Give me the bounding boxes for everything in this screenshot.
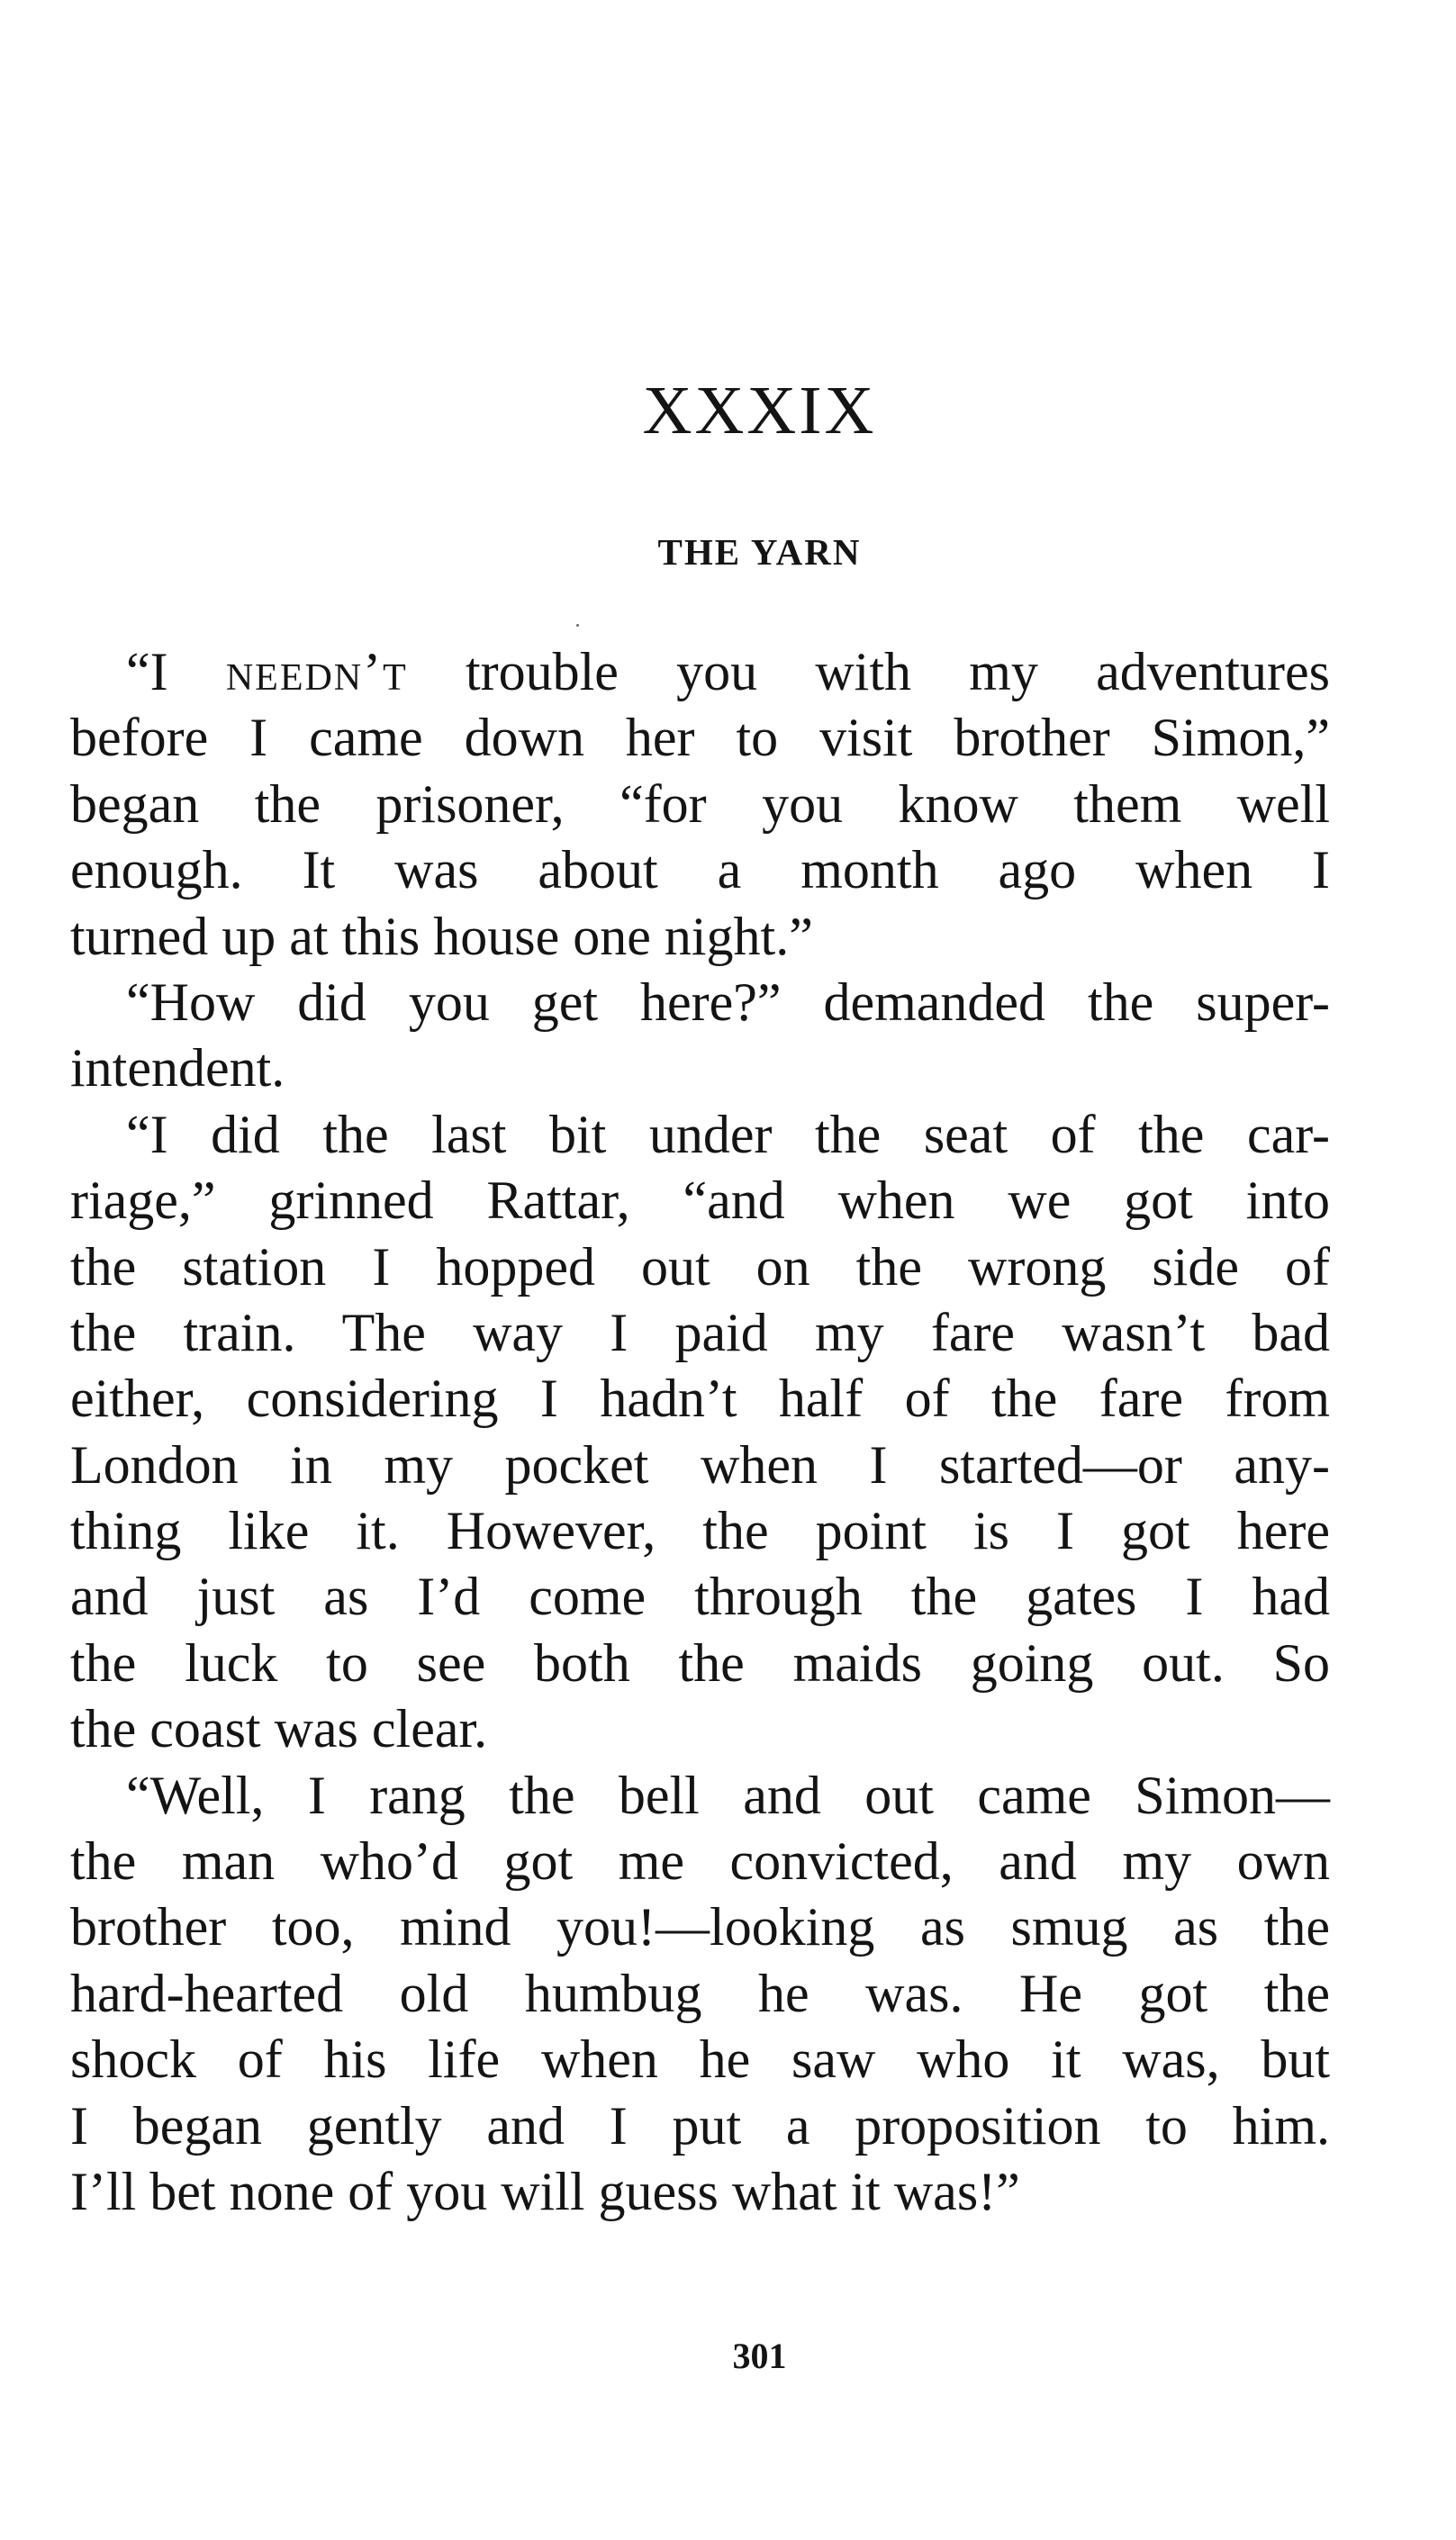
text-line: shock of his life when he saw who it was, but <box>70 2029 1330 2090</box>
body-text <box>70 639 1330 2225</box>
small-caps-word: needn’t <box>225 642 408 701</box>
page-number: 301 <box>732 2336 787 2376</box>
text-line: hard-hearted old humbug he was. He got the <box>70 1963 1330 2023</box>
text-line: “How did you get here?” demanded the super- <box>126 972 1330 1032</box>
text-line: intendent. <box>70 1038 285 1098</box>
text-line: “I needn’t trouble you with my adventures <box>126 642 1330 701</box>
text-line: enough. It was about a month ago when I <box>70 840 1330 900</box>
text-line: thing like it. However, the point is I got here <box>70 1501 1330 1561</box>
text-line: London in my pocket when I started—or any- <box>70 1434 1330 1495</box>
text-line: I’ll bet none of you will guess what it was!” <box>70 2161 1020 2221</box>
print-speck <box>576 624 579 627</box>
text-line: the coast was clear. <box>70 1699 488 1759</box>
text-line: and just as I’d come through the gates I had <box>70 1567 1330 1627</box>
chapter-title: THE YARN <box>657 531 862 573</box>
text-line: before I came down her to visit brother Simon,” <box>70 708 1330 768</box>
text-line: the train. The way I paid my fare wasn’t bad <box>70 1302 1330 1362</box>
text-line: riage,” grinned Rattar, “and when we got into <box>70 1171 1330 1231</box>
text-line: I began gently and I put a proposition to him. <box>70 2095 1330 2156</box>
text-line: brother too, mind you!—looking as smug as the <box>70 1897 1330 1957</box>
text-line: began the prisoner, “for you know them well <box>70 773 1330 834</box>
text-line: “Well, I rang the bell and out came Simon— <box>126 1765 1330 1825</box>
text-line: either, considering I hadn’t half of the fare from <box>70 1369 1330 1429</box>
text-line: the luck to see both the maids going out. So <box>70 1632 1330 1693</box>
text-line: the man who’d got me convicted, and my own <box>70 1831 1330 1892</box>
text-line: “I did the last bit under the seat of the car- <box>126 1104 1330 1164</box>
text-line: the station I hopped out on the wrong side of <box>70 1236 1330 1297</box>
chapter-number: XXXIX <box>642 373 877 448</box>
text-line: turned up at this house one night.” <box>70 906 813 966</box>
